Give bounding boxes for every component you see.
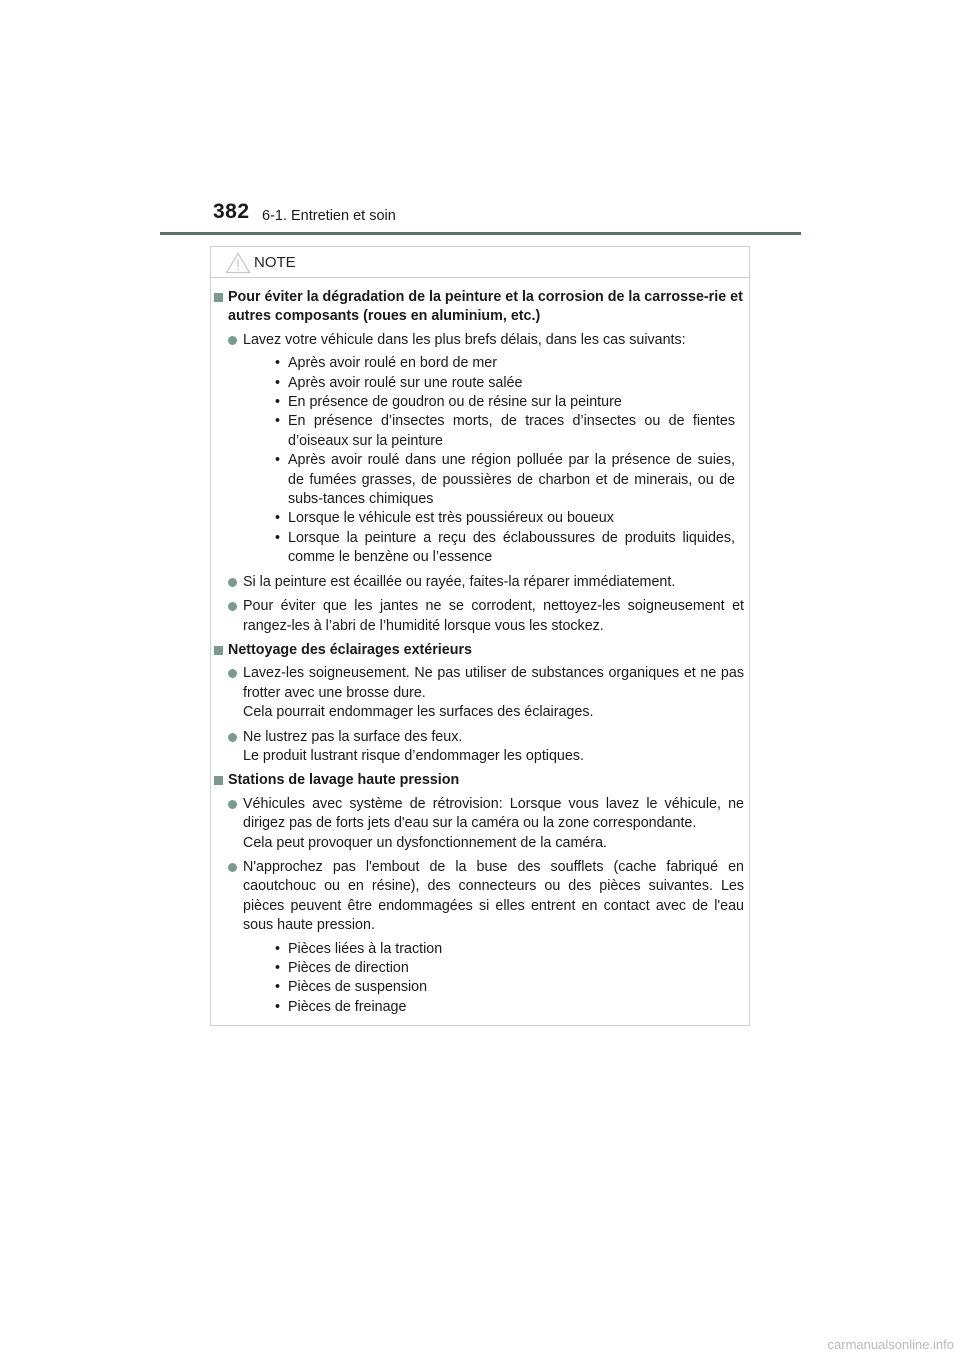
section-heading: Pour éviter la dégradation de la peinture et la corrosion de la carrosse-rie et autres composants (roues en aluminium, etc.) bbox=[211, 288, 751, 327]
circle-bullet-icon bbox=[228, 669, 237, 678]
section-heading: Stations de lavage haute pression bbox=[211, 771, 751, 790]
sub-item bbox=[243, 412, 744, 451]
sub-item bbox=[243, 393, 744, 412]
bullet-icon: • bbox=[275, 940, 281, 957]
header-rule bbox=[160, 232, 801, 235]
circle-bullet-icon bbox=[228, 800, 237, 809]
sub-item-text: Après avoir roulé sur une route salée bbox=[288, 374, 523, 391]
square-bullet-icon bbox=[214, 646, 223, 655]
note-box bbox=[210, 246, 750, 1026]
square-bullet-icon bbox=[214, 776, 223, 785]
circle-bullet-icon bbox=[228, 578, 237, 587]
list-item: N'approchez pas l'embout de la buse des soufflets (cache fabriqué en caoutchouc ou en résine), des connecteurs ou des pièces suivantes. Les pièces peuvent être endommagées si elles entrent en contact avec de l'eau sous haute pression. • Pièces liées à la traction • Pièces de direction • Pièces de suspension • Pièces de freinage bbox=[211, 858, 751, 1017]
bullet-icon: • bbox=[275, 529, 281, 546]
page-number: 382 bbox=[213, 200, 250, 223]
sub-item-text: En présence de goudron ou de résine sur la peinture bbox=[288, 394, 622, 411]
sub-item bbox=[243, 509, 744, 528]
sub-item bbox=[243, 978, 744, 997]
sub-item bbox=[243, 529, 744, 568]
sub-item-text: Pièces de suspension bbox=[288, 979, 428, 996]
warning-triangle-icon bbox=[225, 252, 251, 274]
list-item: Lavez-les soigneusement. Ne pas utiliser de substances organiques et ne pas frotter avec une brosse dure. Cela pourrait endommager les surfaces des éclairages. bbox=[211, 664, 751, 722]
sub-item-text: En présence d’insectes morts, de traces d’insectes ou de fientes d’oiseaux sur la peinture bbox=[288, 413, 735, 449]
sub-item-text: Pièces de direction bbox=[288, 960, 409, 976]
watermark: carmanualsonline.info bbox=[827, 1337, 954, 1352]
sub-item-text: Lorsque la peinture a reçu des éclaboussures de produits liquides, comme le benzène ou l’essence bbox=[288, 529, 735, 566]
bullet-icon: • bbox=[275, 452, 281, 469]
section-title: 6-1. Entretien et soin bbox=[262, 208, 396, 224]
bullet-icon: • bbox=[275, 394, 281, 411]
bullet-icon: • bbox=[275, 960, 281, 976]
note-header bbox=[211, 247, 749, 278]
sub-item bbox=[243, 451, 744, 509]
list-item: Pour éviter que les jantes ne se corrodent, nettoyez-les soigneusement et rangez-les à l’abri de l’humidité lorsque vous les stockez. bbox=[211, 597, 751, 636]
sub-item-text: Lorsque le véhicule est très poussiéreux ou boueux bbox=[288, 510, 614, 527]
bullet-icon: • bbox=[275, 413, 281, 430]
list-item: Ne lustrez pas la surface des feux. Le produit lustrant risque d’endommager les optiques. bbox=[211, 728, 751, 767]
note-label: NOTE bbox=[254, 254, 296, 271]
circle-bullet-icon bbox=[228, 733, 237, 742]
sub-item bbox=[243, 959, 744, 978]
sub-item bbox=[243, 374, 744, 393]
sub-item-text: Après avoir roulé en bord de mer bbox=[288, 355, 498, 372]
list-item: Lavez votre véhicule dans les plus brefs délais, dans les cas suivants: • Après avoir roulé en bord de mer • Après avoir roulé sur une route salée • En présence de goudron ou de résine sur la peinture • En présence d’insectes morts, de traces d’insectes ou de fientes d’oiseaux sur la peinture • Après avoir roulé dans une région polluée par la présence de suies, de fumées grasses, de poussières de charbon et de minerais, ou de subs-tances chimiques • Lorsque le véhicule est très poussiéreux ou boueux • Lorsque la peinture a reçu des éclaboussures de produits liquides, comme le benzène ou l’essence bbox=[211, 331, 751, 568]
section-heading: Nettoyage des éclairages extérieurs bbox=[211, 641, 751, 660]
sub-item bbox=[243, 940, 744, 959]
bullet-icon: • bbox=[275, 510, 281, 527]
sub-item bbox=[243, 354, 744, 373]
sub-item-text: Pièces liées à la traction bbox=[288, 940, 443, 957]
list-item: Véhicules avec système de rétrovision: Lorsque vous lavez le véhicule, ne dirigez pas de forts jets d'eau sur la caméra ou la zone correspondante. Cela peut provoquer un dysfonctionnement de la caméra. bbox=[211, 795, 751, 853]
sub-list bbox=[243, 354, 744, 567]
list-item: Si la peinture est écaillée ou rayée, faites-la réparer immédiatement. bbox=[211, 573, 751, 592]
circle-bullet-icon bbox=[228, 602, 237, 611]
circle-bullet-icon bbox=[228, 336, 237, 345]
bullet-icon: • bbox=[275, 979, 281, 996]
bullet-icon: • bbox=[275, 374, 281, 391]
sub-item bbox=[243, 998, 744, 1017]
square-bullet-icon bbox=[214, 293, 223, 302]
bullet-icon: • bbox=[275, 998, 281, 1015]
sub-item-text: Après avoir roulé dans une région polluée par la présence de suies, de fumées grasses, de poussières de charbon et de minerais, ou de subs-tances chimiques bbox=[288, 452, 735, 508]
sub-list bbox=[243, 940, 744, 1018]
bullet-icon: • bbox=[275, 355, 281, 372]
note-body bbox=[211, 288, 751, 1022]
circle-bullet-icon bbox=[228, 863, 237, 872]
sub-item-text: Pièces de freinage bbox=[288, 998, 407, 1015]
